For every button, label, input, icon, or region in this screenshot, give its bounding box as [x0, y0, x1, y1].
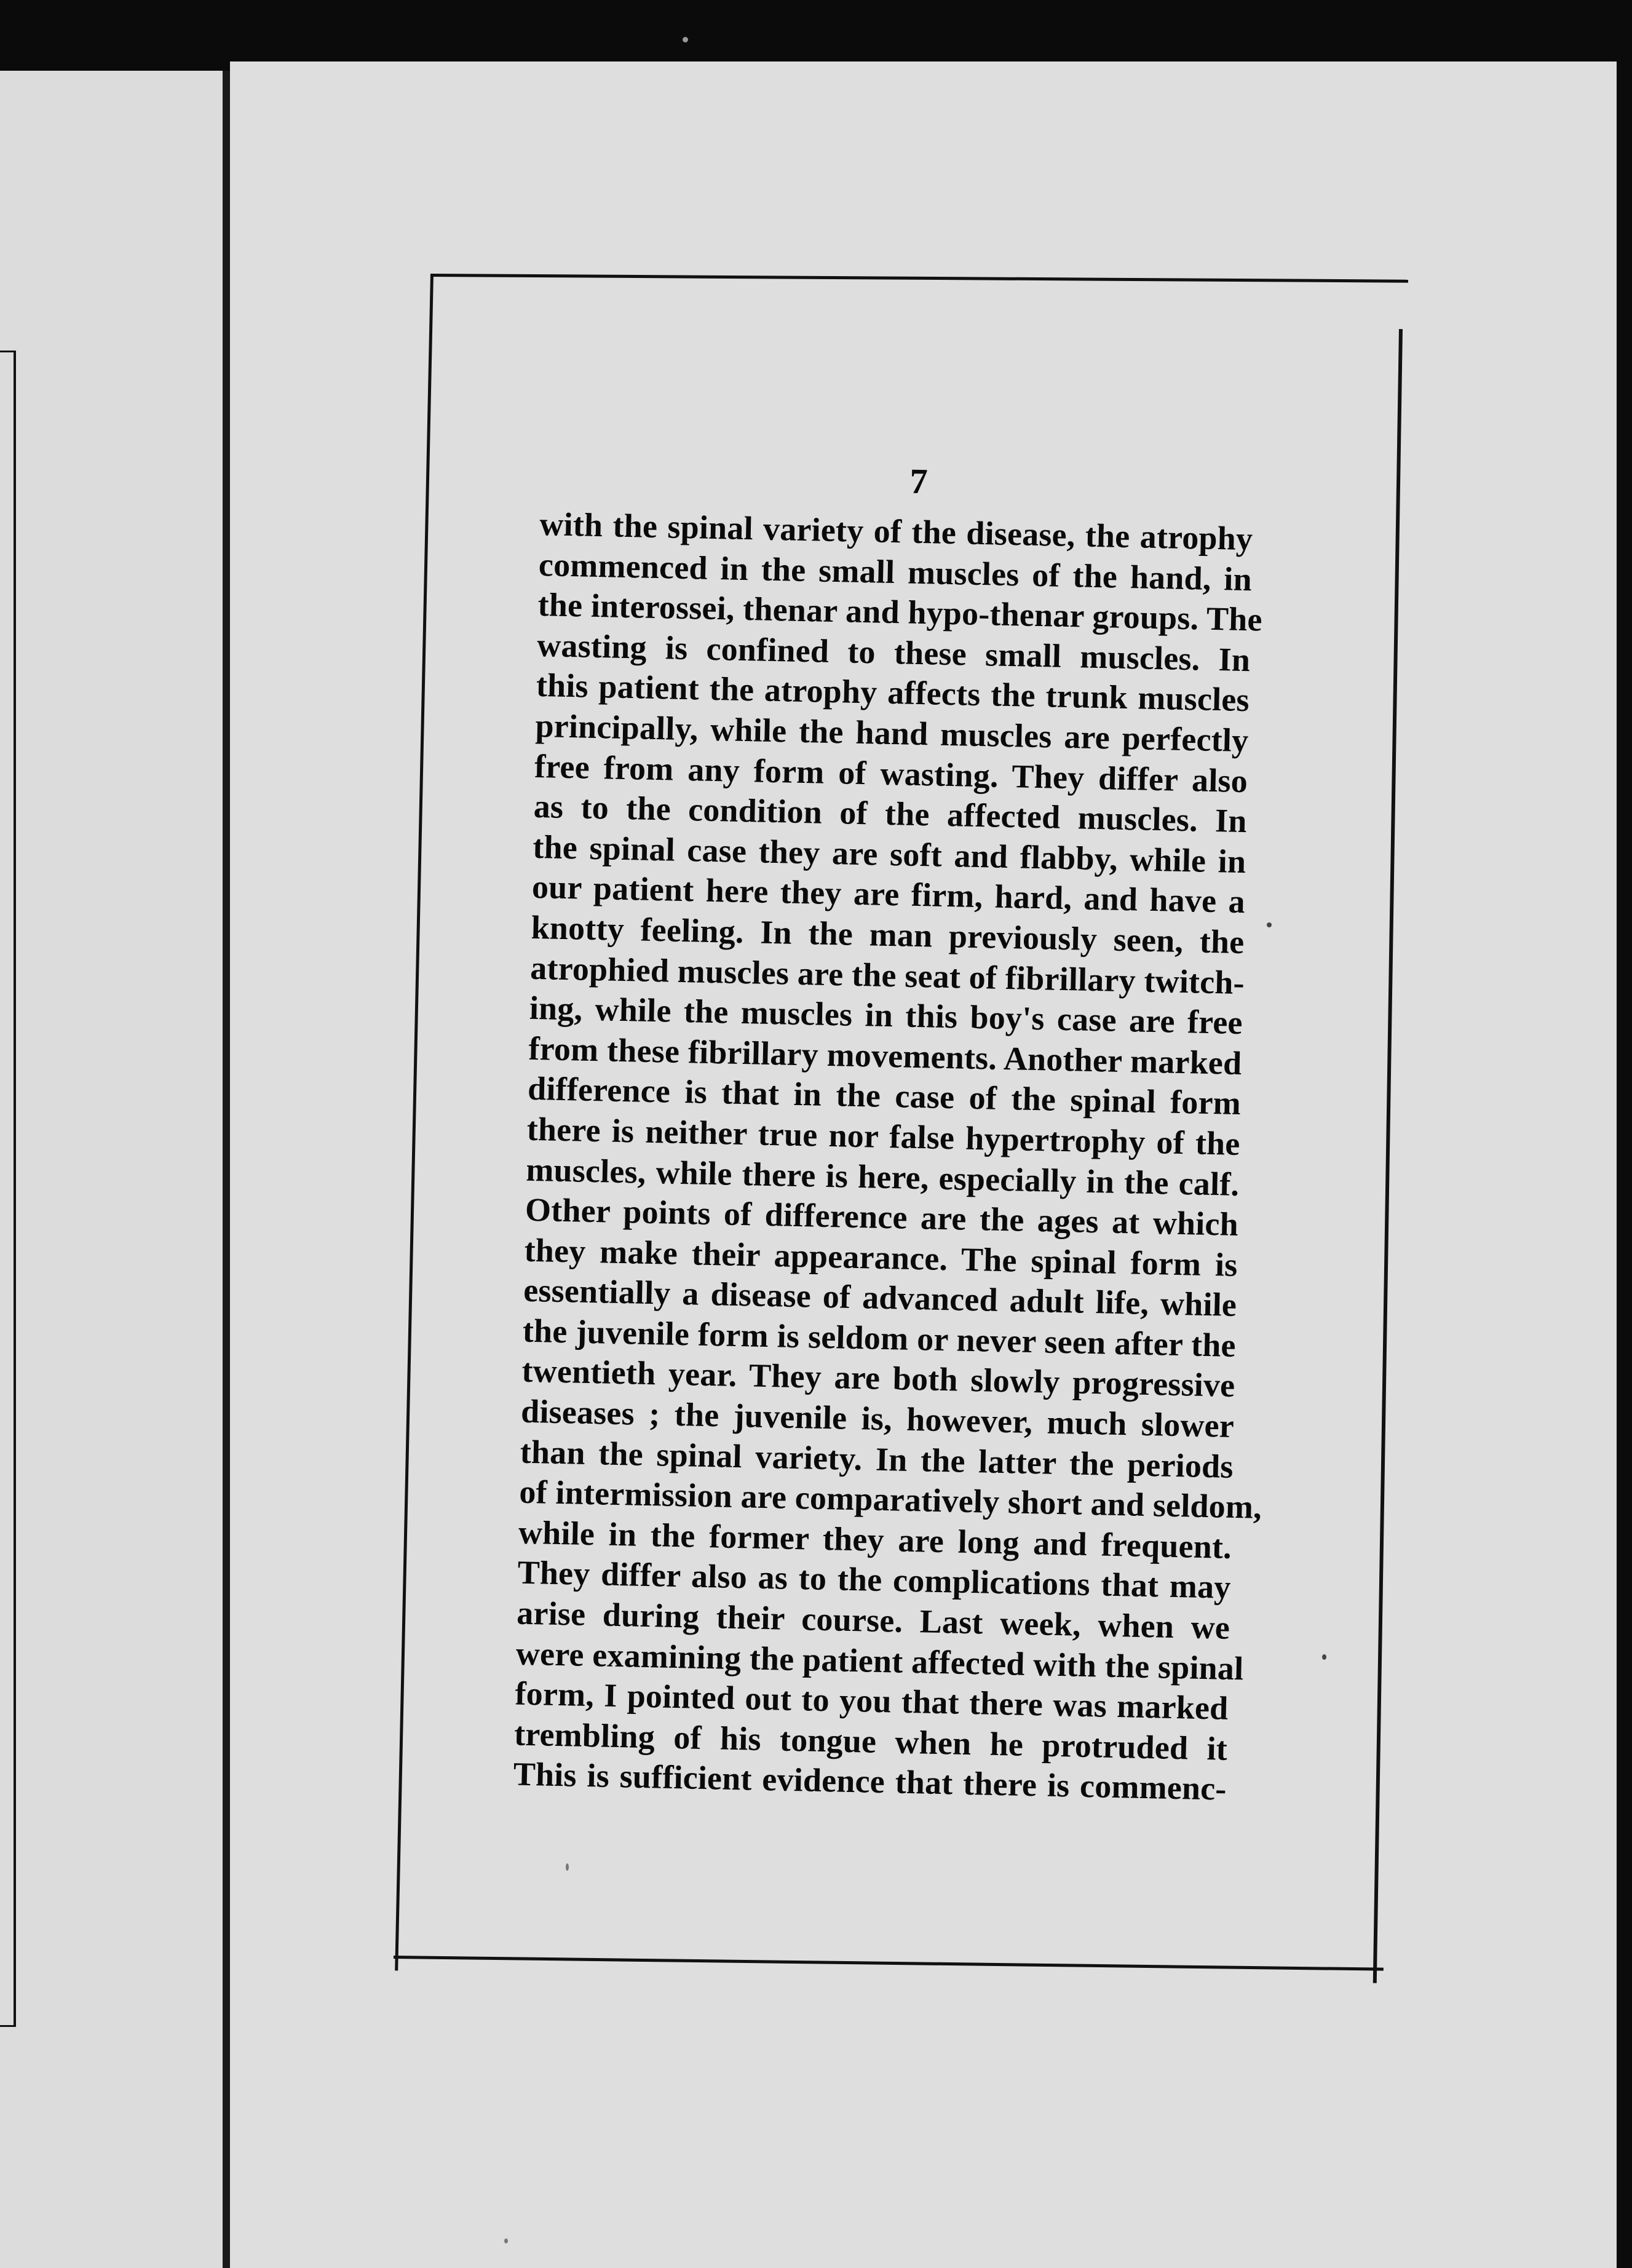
text-line: than the spinal variety. In the latter the periods [520, 1433, 1234, 1485]
text-line: difference is that in the case of the spinal form [527, 1070, 1242, 1122]
text-line: principally, while the hand muscles are perfectly [534, 707, 1249, 759]
text-line: This is sufficient evidence that there is commenc- [513, 1755, 1227, 1808]
text-line: form, I pointed out to you that there was marked [514, 1675, 1229, 1727]
text-line: arise during their course. Last week, when we [516, 1594, 1230, 1646]
scan-speck [566, 1863, 569, 1871]
text-line: diseases ; the juvenile is, however, much slower [520, 1392, 1235, 1445]
text-line: muscles, while there is here, especially in the calf. [525, 1151, 1240, 1203]
text-line: They differ also as to the complications that may [517, 1554, 1232, 1606]
text-line: commenced in the small muscles of the hand, in [538, 545, 1253, 598]
text-line: while in the former they are long and frequent. [518, 1513, 1232, 1566]
text-line: trembling of his tongue when he protruded it [513, 1715, 1228, 1767]
body-text [513, 449, 1263, 1810]
scan-speck [504, 2238, 508, 2243]
text-line: they make their appearance. The spinal form is [524, 1231, 1238, 1283]
facing-page-frame [0, 351, 16, 2027]
text-line: twentieth year. They are both slowly progressive [521, 1352, 1235, 1405]
text-line: ing, while the muscles in this boy's case are free [529, 989, 1243, 1042]
text-line: as to the condition of the affected muscles. In [533, 788, 1248, 840]
text-line: Other points of difference are the ages at which [525, 1191, 1239, 1243]
scan-top-border [0, 0, 1632, 71]
text-line: the juvenile form is seldom or never seen after the [522, 1312, 1237, 1364]
text-line: essentially a disease of advanced adult life, while [523, 1271, 1237, 1324]
text-line: free from any form of wasting. They differ also [534, 747, 1248, 799]
text-line: of intermission are comparatively short and seldom, [518, 1473, 1262, 1526]
scan-speck [683, 37, 688, 42]
frame-bottom-rule [394, 1956, 1384, 1971]
facing-page [0, 71, 229, 2268]
page-number: 7 [909, 461, 929, 502]
text-line: with the spinal variety of the disease, the atrophy [539, 505, 1253, 558]
scan-right-border [1617, 61, 1632, 2268]
text-line: there is neither true nor false hypertrophy of the [526, 1110, 1241, 1162]
text-line: the interossei, thenar and hypo-thenar groups. The [537, 586, 1263, 638]
frame-top-rule [430, 274, 1408, 283]
book-gutter [223, 71, 230, 2268]
text-line: the spinal case they are soft and flabby, while in [532, 828, 1246, 880]
text-line: knotty feeling. In the man previously seen, the [531, 908, 1245, 961]
text-line: wasting is confined to these small muscles. In [536, 626, 1251, 678]
text-line: this patient the atrophy affects the trunk muscles [536, 667, 1250, 719]
scan-speck [1267, 922, 1272, 927]
scan-speck [1322, 1654, 1326, 1660]
text-line: were examining the patient affected with the spinal [515, 1635, 1244, 1687]
text-line: our patient here they are firm, hard, and have a [531, 868, 1246, 921]
text-line: from these fibrillary movements. Another marked [528, 1029, 1242, 1082]
text-line: atrophied muscles are the seat of fibrillary twitch- [529, 949, 1245, 1001]
